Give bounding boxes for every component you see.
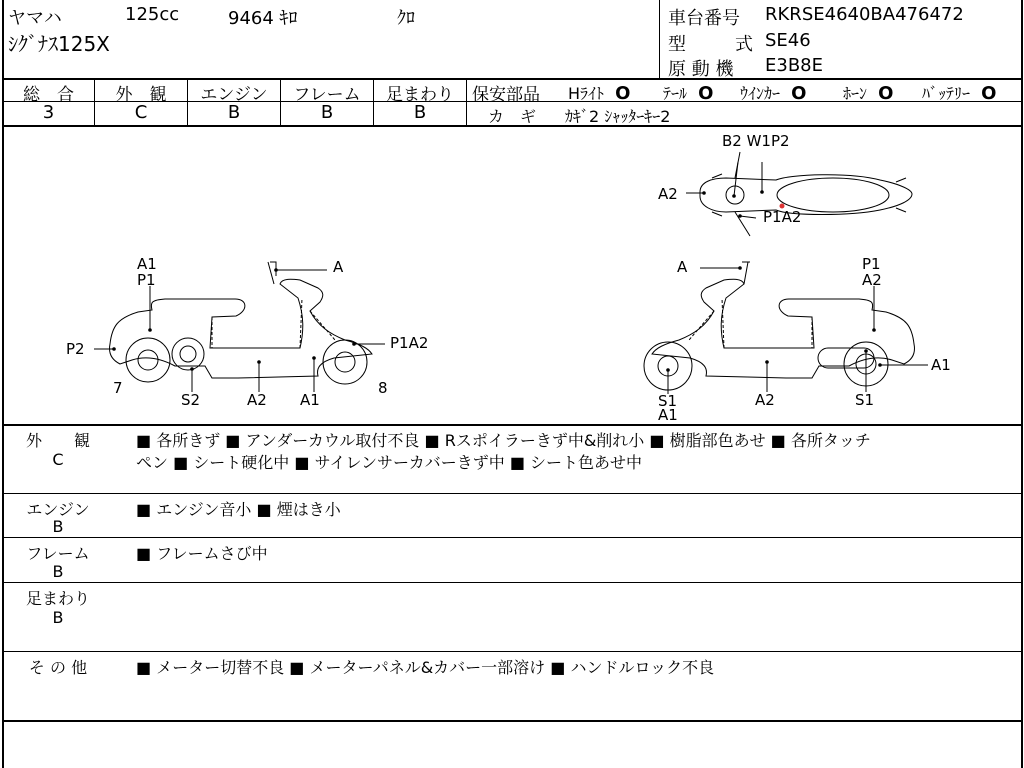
label-left-s2: S2: [181, 391, 201, 409]
remark-exterior-grade: C: [52, 450, 64, 469]
key-label: カ ギ: [488, 107, 537, 126]
score-frame-value: B: [320, 102, 334, 123]
safety-tail: [663, 81, 713, 104]
label-left-a1: A1: [137, 255, 157, 273]
score-engine-label: エンジン: [200, 85, 268, 105]
score-overall-label: 総 合: [23, 85, 74, 105]
safety-headlight-mark: O: [615, 83, 631, 104]
remark-frame-line-1: ■ フレームさび中: [136, 544, 268, 563]
type-label-2: 式: [735, 34, 753, 55]
displacement: 125cc: [125, 4, 180, 25]
remark-engine-grade: B: [52, 517, 64, 536]
engine-label: 原 動 機: [668, 59, 734, 80]
engine-value: E3B8E: [765, 55, 823, 76]
divider-header-vertical: [659, 0, 660, 78]
label-left-p1: P1: [137, 271, 156, 289]
scooter-diagram: [0, 126, 1024, 426]
label-right-s1b: S1: [855, 391, 875, 409]
remark-exterior-line-2: ペン ■ シート硬化中 ■ サイレンサーカバーきず中 ■ シート色あせ中: [136, 453, 643, 472]
label-right-a1: A1: [931, 356, 951, 374]
score-overall-value: 3: [42, 102, 55, 123]
scooter-right-view: [644, 262, 928, 394]
divider-remark-2: [2, 537, 1023, 538]
score-suspension-value: B: [413, 102, 427, 123]
safety-winker-name: ｳｲﾝｶｰ: [740, 84, 781, 103]
label-right-a2: A2: [755, 391, 775, 409]
remark-engine-label: エンジン: [26, 500, 90, 519]
color: ｸﾛ: [397, 8, 415, 29]
score-frame-label: フレーム: [293, 85, 361, 105]
remark-exterior-line-1: ■ 各所きず ■ アンダーカウル取付不良 ■ Rスポイラーきず中&削れ小 ■ 樹脂部色あせ ■ 各所タッチ: [136, 431, 871, 450]
label-right-s1: S1: [658, 392, 678, 410]
frame-no: RKRSE4640BA476472: [765, 4, 964, 25]
maker: ヤマハ: [8, 8, 62, 29]
safety-winker: [740, 81, 806, 104]
mileage: 9464 ｷﾛ: [228, 8, 298, 29]
label-right-a-top: A: [677, 258, 688, 276]
label-right-a1b: A1: [658, 406, 678, 424]
safety-label: 保安部品: [472, 85, 540, 105]
remark-frame-label: フレーム: [26, 544, 90, 563]
label-left-a-top: A: [333, 258, 344, 276]
remark-other-label: そ の 他: [28, 658, 88, 677]
label-top-p1a2: P1A2: [763, 208, 802, 226]
score-exterior-value: C: [134, 102, 148, 123]
key-value: ｶｷﾞ2 ｼｬｯﾀｰｷｰ2: [565, 107, 671, 126]
remark-frame-grade: B: [52, 562, 64, 581]
divider-remark-1: [2, 493, 1023, 494]
safety-tail-name: ﾃｰﾙ: [663, 84, 688, 103]
label-top-a2: A2: [658, 185, 678, 203]
remark-exterior-label: 外 観: [25, 431, 90, 450]
safety-tail-mark: O: [698, 83, 714, 104]
divider-remark-5: [2, 720, 1023, 722]
safety-battery: [922, 81, 996, 104]
remark-suspension-grade: B: [52, 608, 64, 627]
safety-horn: [843, 81, 893, 104]
safety-battery-name: ﾊﾞｯﾃﾘｰ: [922, 84, 971, 103]
remark-engine-line-1: ■ エンジン音小 ■ 煙はき小: [136, 500, 341, 519]
label-left-7: 7: [113, 379, 123, 397]
label-left-8: 8: [378, 379, 388, 397]
label-left-a2: A2: [247, 391, 267, 409]
label-left-a1b: A1: [300, 391, 320, 409]
score-engine-value: B: [227, 102, 241, 123]
safety-headlight: [568, 81, 630, 104]
remark-other-line-1: ■ メーター切替不良 ■ メーターパネル&カバー一部溶け ■ ハンドルロック不良: [136, 658, 715, 677]
score-col-5: [466, 79, 467, 126]
divider-remark-3: [2, 582, 1023, 583]
label-left-p1a2: P1A2: [390, 334, 429, 352]
frame-no-label: 車台番号: [668, 8, 740, 29]
remark-suspension-label: 足まわり: [25, 589, 90, 608]
type-label-1: 型: [668, 34, 686, 55]
model-name: ｼｸﾞﾅｽ125X: [8, 32, 110, 56]
label-right-a2-top: A2: [862, 271, 882, 289]
safety-battery-mark: O: [981, 83, 997, 104]
score-exterior-label: 外 観: [115, 85, 167, 105]
label-right-p1: P1: [862, 255, 881, 273]
label-top-b2w1p2: B2 W1P2: [722, 132, 790, 150]
safety-horn-name: ﾎｰﾝ: [843, 84, 868, 103]
safety-headlight-name: Hﾗｲﾄ: [568, 84, 605, 103]
label-left-p2: P2: [66, 340, 85, 358]
type-value: SE46: [765, 30, 811, 51]
safety-horn-mark: O: [878, 83, 894, 104]
safety-winker-mark: O: [791, 83, 807, 104]
divider-remark-4: [2, 651, 1023, 652]
score-suspension-label: 足まわり: [386, 85, 454, 105]
